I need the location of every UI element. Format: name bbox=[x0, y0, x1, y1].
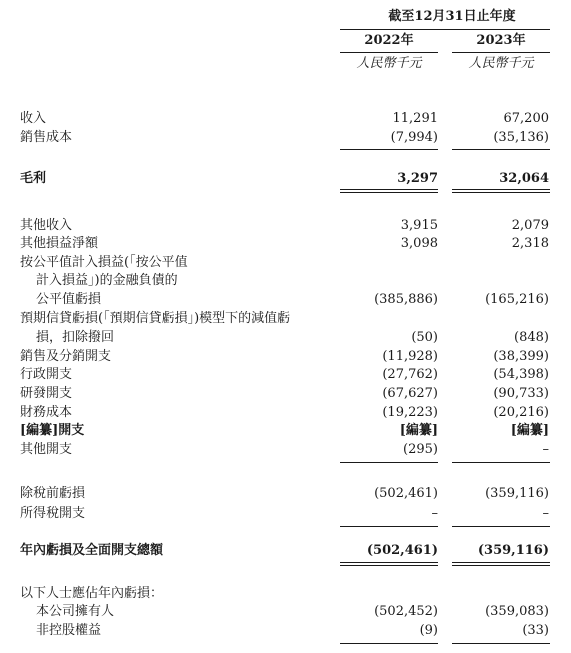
value-2022-income-tax: – bbox=[431, 506, 438, 521]
row-label-cost-of-sales: 銷售成本 bbox=[20, 130, 73, 145]
value-2022-revenue: 11,291 bbox=[392, 111, 438, 126]
value-2022-other-income: 3,915 bbox=[400, 218, 438, 233]
row-label-rnd: 研發開支 bbox=[20, 386, 73, 401]
value-2022-selling: (11,928) bbox=[382, 349, 438, 364]
value-2022-owners: (502,452) bbox=[374, 604, 438, 619]
nci-underline-2022 bbox=[340, 643, 438, 644]
row-label-gross-profit: 毛利 bbox=[20, 171, 47, 186]
value-2022-loss-before-tax: (502,461) bbox=[374, 486, 438, 501]
gross-profit-double-line-b-2022 bbox=[340, 192, 438, 193]
row-label-nci: 非控股權益 bbox=[36, 623, 102, 638]
row-label-fvtpl-line3: 公平值虧損 bbox=[36, 292, 102, 307]
value-2022-admin: (27,762) bbox=[382, 367, 438, 382]
row-label-total-loss: 年內虧損及全面開支總額 bbox=[20, 543, 164, 558]
value-2023-loss-before-tax: (359,116) bbox=[485, 486, 549, 501]
row-label-other-income: 其他收入 bbox=[20, 218, 73, 233]
row-label-revenue: 收入 bbox=[20, 111, 47, 126]
value-2022-cost-of-sales: (7,994) bbox=[390, 130, 438, 145]
value-2023-rnd: (90,733) bbox=[493, 386, 549, 401]
row-label-fvtpl-line2: 計入損益」)的金融負債的 bbox=[36, 273, 178, 288]
row-label-fvtpl-line1: 按公平值計入損益(「按公平值 bbox=[20, 255, 188, 270]
subtotal-line-2022 bbox=[340, 149, 438, 150]
unit-label-2022: 人民幣千元 bbox=[356, 56, 422, 71]
attributable-heading: 以下人士應佔年內虧損： bbox=[20, 586, 164, 601]
col-header-2022: 2022年 bbox=[364, 33, 414, 48]
row-label-loss-before-tax: 除稅前虧損 bbox=[20, 486, 86, 501]
value-2023-fvtpl: (165,216) bbox=[485, 292, 549, 307]
value-2023-selling: (38,399) bbox=[493, 349, 549, 364]
row-label-other-expenses: 其他開支 bbox=[20, 442, 73, 457]
value-2022-ecl: (50) bbox=[411, 330, 438, 345]
value-2023-owners: (359,083) bbox=[485, 604, 549, 619]
value-2023-finance: (20,216) bbox=[493, 405, 549, 420]
value-2023-total-loss: (359,116) bbox=[477, 543, 549, 558]
subtotal-line-2023 bbox=[452, 149, 550, 150]
value-2023-other-expenses: – bbox=[542, 442, 549, 457]
col-header-underline-2022 bbox=[340, 52, 438, 53]
tax-underline-2022 bbox=[340, 526, 438, 527]
gross-profit-double-line-a-2022 bbox=[340, 189, 438, 190]
total-double-line-b-2023 bbox=[452, 565, 550, 566]
row-label-admin: 行政開支 bbox=[20, 367, 73, 382]
value-2023-income-tax: – bbox=[542, 506, 549, 521]
expenses-underline-2022 bbox=[340, 462, 438, 463]
period-header-underline bbox=[340, 29, 550, 30]
nci-underline-2023 bbox=[452, 643, 550, 644]
value-2022-gross-profit: 3,297 bbox=[397, 171, 438, 186]
value-2023-admin: (54,398) bbox=[493, 367, 549, 382]
row-label-ecl-line1: 預期信貸虧損(「預期信貸虧損」)模型下的減值虧 bbox=[20, 311, 291, 326]
expenses-underline-2023 bbox=[452, 462, 550, 463]
col-header-2023: 2023年 bbox=[476, 33, 526, 48]
value-2023-redacted: [編纂] bbox=[510, 423, 549, 438]
value-2022-redacted: [編纂] bbox=[399, 423, 438, 438]
gross-profit-double-line-b-2023 bbox=[452, 192, 550, 193]
gross-profit-double-line-a-2023 bbox=[452, 189, 550, 190]
total-double-line-a-2022 bbox=[340, 562, 438, 563]
value-2023-nci: (33) bbox=[522, 623, 549, 638]
value-2023-cost-of-sales: (35,136) bbox=[493, 130, 549, 145]
row-label-owners: 本公司擁有人 bbox=[36, 604, 115, 619]
row-label-other-gains: 其他損益淨額 bbox=[20, 236, 99, 251]
row-label-selling: 銷售及分銷開支 bbox=[20, 349, 112, 364]
total-double-line-a-2023 bbox=[452, 562, 550, 563]
value-2022-other-gains: 3,098 bbox=[400, 236, 438, 251]
value-2023-gross-profit: 32,064 bbox=[499, 171, 549, 186]
value-2022-total-loss: (502,461) bbox=[366, 543, 438, 558]
value-2023-other-income: 2,079 bbox=[511, 218, 549, 233]
row-label-finance: 財務成本 bbox=[20, 405, 73, 420]
row-label-income-tax: 所得稅開支 bbox=[20, 506, 86, 521]
col-header-underline-2023 bbox=[452, 52, 550, 53]
value-2022-other-expenses: (295) bbox=[403, 442, 438, 457]
unit-label-2023: 人民幣千元 bbox=[468, 56, 534, 71]
value-2023-revenue: 67,200 bbox=[503, 111, 549, 126]
row-label-redacted: [編纂]開支 bbox=[20, 423, 85, 438]
value-2023-ecl: (848) bbox=[514, 330, 549, 345]
value-2022-finance: (19,223) bbox=[382, 405, 438, 420]
value-2022-nci: (9) bbox=[419, 623, 438, 638]
tax-underline-2023 bbox=[452, 526, 550, 527]
total-double-line-b-2022 bbox=[340, 565, 438, 566]
value-2022-fvtpl: (385,886) bbox=[374, 292, 438, 307]
value-2023-other-gains: 2,318 bbox=[511, 236, 549, 251]
row-label-ecl-line2: 損，扣除撥回 bbox=[36, 330, 115, 345]
period-header: 截至12月31日止年度 bbox=[388, 9, 516, 24]
value-2022-rnd: (67,627) bbox=[382, 386, 438, 401]
